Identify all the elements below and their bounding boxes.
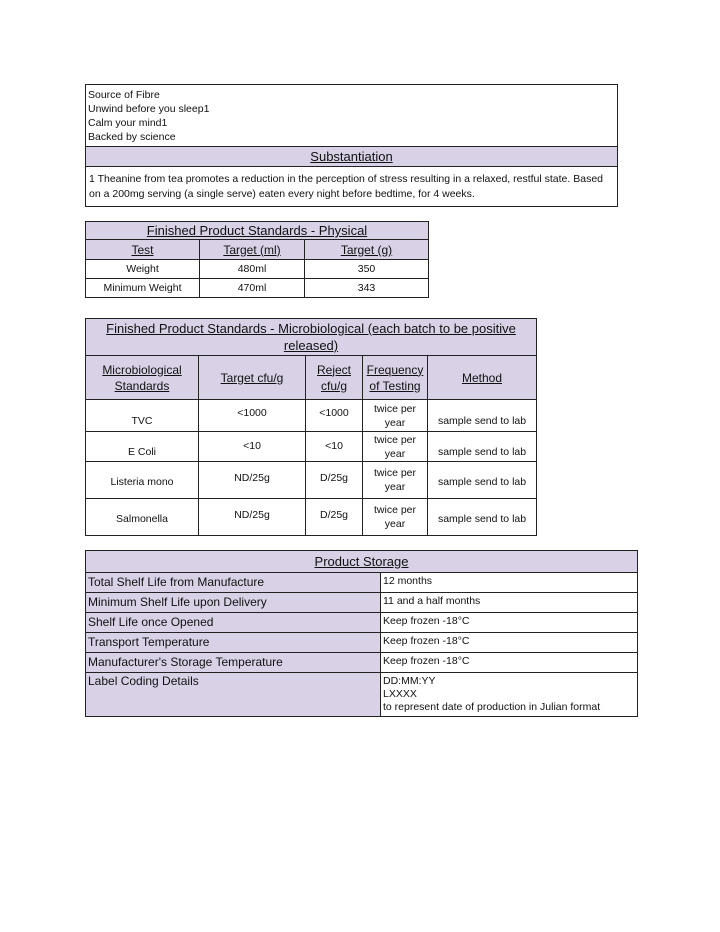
table-cell: Minimum Weight <box>86 279 200 298</box>
claims-substantiation-table <box>85 84 618 207</box>
table-row <box>86 279 429 298</box>
table-cell: sample send to lab <box>428 462 537 499</box>
table-cell: <10 <box>199 432 306 462</box>
column-header-target: Target cfu/g <box>199 356 306 400</box>
table-cell: <10 <box>306 432 363 462</box>
storage-label: Transport Temperature <box>86 633 381 653</box>
column-header-target-g: Target (g) <box>305 240 429 260</box>
table-cell: E Coli <box>86 432 199 462</box>
claims-cell <box>86 85 618 147</box>
column-header-test: Test <box>86 240 200 260</box>
table-cell: <1000 <box>306 400 363 432</box>
column-header-standards: Microbiological Standards <box>86 356 199 400</box>
table-cell: 350 <box>305 260 429 279</box>
table-row <box>86 633 638 653</box>
table-cell: 480ml <box>200 260 305 279</box>
column-header-target-ml: Target (ml) <box>200 240 305 260</box>
physical-standards-table <box>85 221 429 298</box>
storage-value: 12 months <box>381 573 638 593</box>
substantiation-header <box>86 147 618 167</box>
table-cell: sample send to lab <box>428 432 537 462</box>
table-cell: D/25g <box>306 462 363 499</box>
substantiation-text: 1 Theanine from tea promotes a reduction in the perception of stress resulting in a relaxed, restful state. Based on a 200mg serving (a single serve) eaten every night before bedtime, for 4 weeks. <box>86 167 618 207</box>
column-header-method: Method <box>428 356 537 400</box>
table-cell: ND/25g <box>199 499 306 536</box>
storage-label: Shelf Life once Opened <box>86 613 381 633</box>
column-header-reject: Reject cfu/g <box>306 356 363 400</box>
storage-value: Keep frozen -18°C <box>381 653 638 673</box>
micro-title-cell <box>86 319 537 356</box>
table-cell: sample send to lab <box>428 400 537 432</box>
table-row <box>86 499 537 536</box>
table-cell: D/25g <box>306 499 363 536</box>
table-row <box>86 653 638 673</box>
label-coding-line: to represent date of production in Julian format <box>383 701 601 713</box>
label-coding-line: LXXXX <box>383 688 417 700</box>
table-row <box>86 260 429 279</box>
table-cell: Listeria mono <box>86 462 199 499</box>
microbiological-standards-table <box>85 318 537 536</box>
table-row <box>86 400 537 432</box>
storage-label: Manufacturer's Storage Temperature <box>86 653 381 673</box>
label-coding-line: DD:MM:YY <box>383 675 436 687</box>
table-cell: <1000 <box>199 400 306 432</box>
physical-title: Finished Product Standards - Physical <box>146 223 368 238</box>
table-cell: 343 <box>305 279 429 298</box>
table-row <box>86 432 537 462</box>
table-cell: sample send to lab <box>428 499 537 536</box>
table-cell: TVC <box>86 400 199 432</box>
claim-line: Calm your mind1 <box>88 117 168 129</box>
table-cell: Weight <box>86 260 200 279</box>
table-row <box>86 462 537 499</box>
column-header-frequency: Frequency of Testing <box>363 356 428 400</box>
storage-value: 11 and a half months <box>381 593 638 613</box>
storage-value: Keep frozen -18°C <box>381 613 638 633</box>
storage-value: Keep frozen -18°C <box>381 633 638 653</box>
claim-line: Unwind before you sleep1 <box>88 103 210 115</box>
claim-line: Source of Fibre <box>88 89 160 101</box>
substantiation-title: Substantiation <box>310 149 393 164</box>
table-cell: twice per year <box>363 499 428 536</box>
table-cell: twice per year <box>363 400 428 432</box>
storage-title: Product Storage <box>314 554 409 569</box>
table-row <box>86 573 638 593</box>
physical-title-cell <box>86 222 429 240</box>
table-cell: twice per year <box>363 432 428 462</box>
table-row <box>86 593 638 613</box>
storage-label: Label Coding Details <box>86 673 381 717</box>
label-coding-value <box>381 673 638 717</box>
table-cell: 470ml <box>200 279 305 298</box>
table-row <box>86 613 638 633</box>
storage-label: Total Shelf Life from Manufacture <box>86 573 381 593</box>
table-cell: twice per year <box>363 462 428 499</box>
storage-label: Minimum Shelf Life upon Delivery <box>86 593 381 613</box>
storage-title-cell <box>86 551 638 573</box>
table-cell: Salmonella <box>86 499 199 536</box>
table-row <box>86 673 638 717</box>
claim-line: Backed by science <box>88 131 176 143</box>
product-storage-table <box>85 550 638 717</box>
micro-title: Finished Product Standards - Microbiological (each batch to be positive released) <box>106 321 516 353</box>
table-cell: ND/25g <box>199 462 306 499</box>
